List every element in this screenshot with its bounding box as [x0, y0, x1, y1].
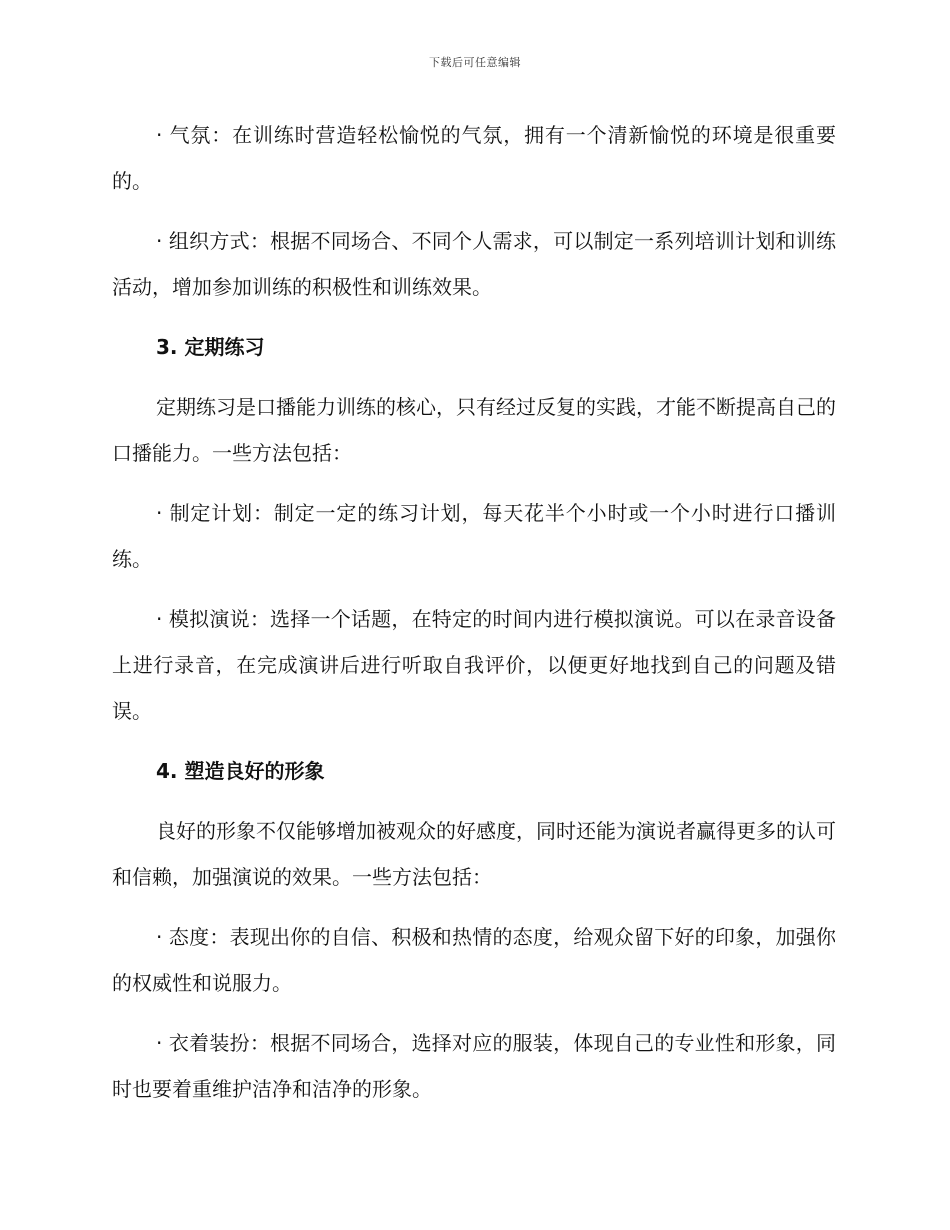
paragraph-attire: · 衣着装扮：根据不同场合，选择对应的服装，体现自己的专业性和形象，同时也要着重维护洁净和洁净的形象。 — [112, 1031, 836, 1101]
document-body — [112, 112, 836, 1112]
paragraph-attitude: · 态度：表现出你的自信、积极和热情的态度，给观众留下好的印象，加强你的权威性和说服力。 — [112, 925, 836, 995]
paragraph-image-intro: 良好的形象不仅能够增加被观众的好感度，同时还能为演说者赢得更多的认可和信赖，加强演说的效果。一些方法包括： — [112, 819, 836, 889]
page-header-note: 下载后可任意编辑 — [429, 56, 521, 69]
paragraph-make-plan: · 制定计划：制定一定的练习计划，每天花半个小时或一个小时进行口播训练。 — [112, 501, 836, 571]
paragraph-organization: · 组织方式：根据不同场合、不同个人需求，可以制定一系列培训计划和训练活动，增加参加训练的积极性和训练效果。 — [112, 229, 836, 299]
paragraph-atmosphere: · 气氛：在训练时营造轻松愉悦的气氛，拥有一个清新愉悦的环境是很重要的。 — [112, 123, 836, 193]
section-heading-good-image: 4. 塑造良好的形象 — [156, 759, 325, 783]
section-heading-regular-practice: 3. 定期练习 — [156, 335, 265, 359]
paragraph-mock-speech: · 模拟演说：选择一个话题，在特定的时间内进行模拟演说。可以在录音设备上进行录音，在完成演讲后进行听取自我评价，以便更好地找到自己的问题及错误。 — [112, 607, 836, 723]
paragraph-practice-intro: 定期练习是口播能力训练的核心，只有经过反复的实践，才能不断提高自己的口播能力。一些方法包括： — [112, 395, 836, 465]
